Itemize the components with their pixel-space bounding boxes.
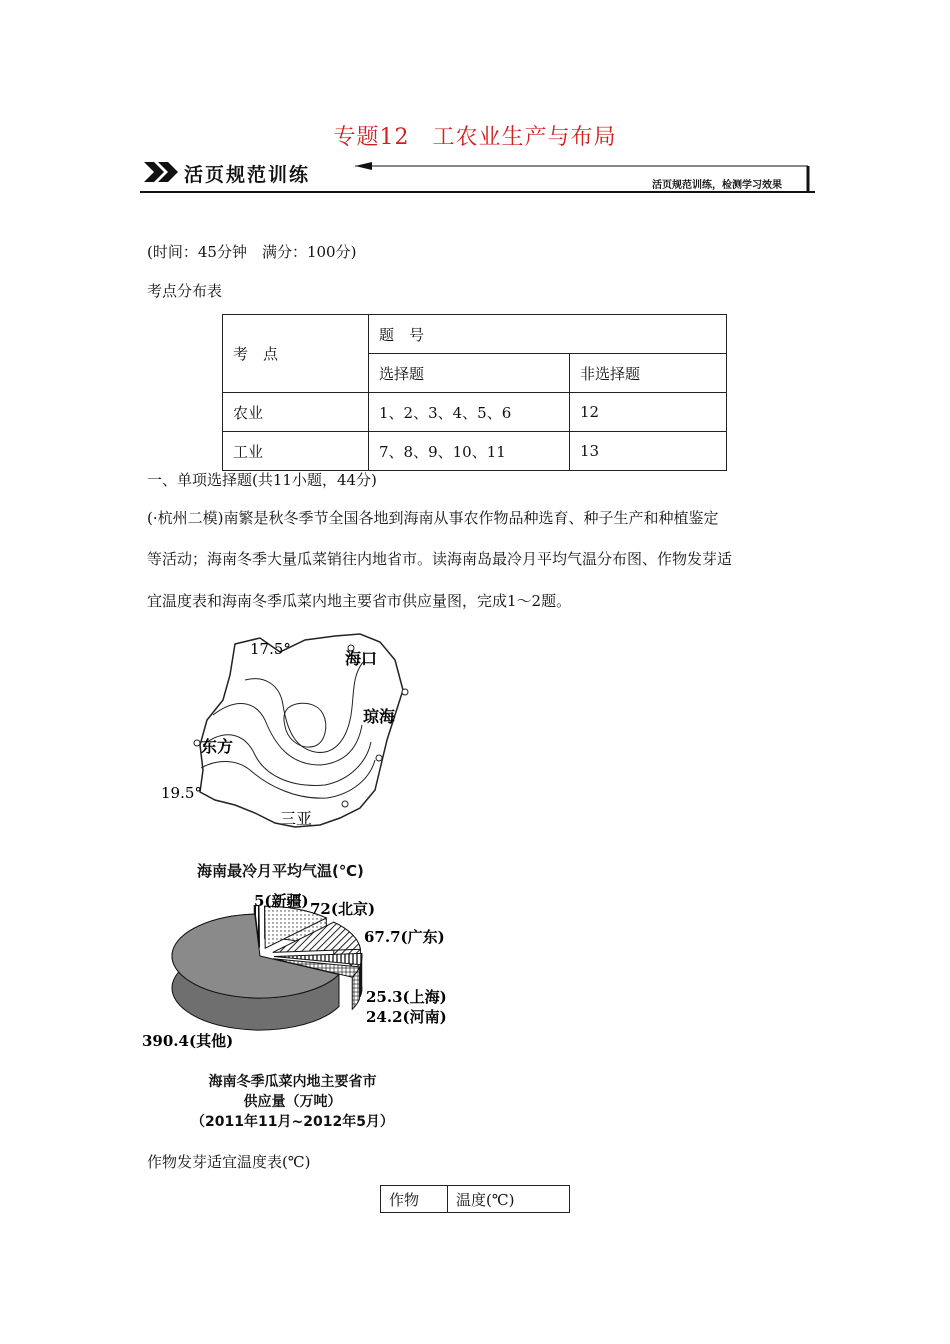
question-line-3: 宜温度表和海南冬季瓜菜内地主要省市供应量图，完成1～2题。 — [147, 592, 572, 610]
row-topic: 工业 — [223, 432, 369, 471]
header-nonchoice: 非选择题 — [570, 354, 727, 393]
table-row — [223, 432, 727, 471]
city-dongfang: 东方 — [201, 737, 234, 756]
isotherm-label-175: 17.5° — [250, 640, 291, 658]
table-caption: 考点分布表 — [147, 282, 223, 300]
pie-caption-line1: 海南冬季瓜菜内地主要省市 — [208, 1074, 377, 1090]
row-choice: 1、2、3、4、5、6 — [369, 393, 570, 432]
header-choice: 选择题 — [369, 354, 570, 393]
banner-label: 活页规范训练 — [184, 164, 311, 186]
city-qionghai: 琼海 — [363, 707, 396, 726]
header-kaodian: 考 点 — [223, 315, 369, 393]
supply-pie-chart — [140, 886, 460, 1066]
header-temperature: 温度(℃) — [448, 1186, 570, 1213]
slice-label-other: 390.4(其他) — [142, 1032, 234, 1050]
row-choice: 7、8、9、10、11 — [369, 432, 570, 471]
slice-label-xinjiang: 5(新疆) — [254, 892, 309, 910]
question-line-2: 等活动；海南冬季大量瓜菜销往内地省市。读海南岛最冷月平均气温分布图、作物发芽适 — [147, 550, 733, 568]
page-title: 专题12 工农业生产与布局 — [333, 125, 617, 150]
header-crop: 作物 — [381, 1186, 448, 1213]
crop-temperature-table — [380, 1185, 570, 1213]
double-chevron-icon — [144, 162, 178, 182]
table-row — [223, 393, 727, 432]
crop-table-caption: 作物发芽适宜温度表(℃) — [147, 1153, 311, 1171]
slice-label-beijing: 72(北京) — [310, 900, 376, 918]
isotherm-label-195: 19.5° — [161, 784, 202, 802]
time-info: (时间：45分钟 满分：100分) — [147, 243, 357, 261]
pie-caption-line2: 供应量（万吨） — [243, 1094, 342, 1110]
map-caption: 海南最冷月平均气温(℃) — [197, 862, 364, 880]
arrow-left-icon — [355, 162, 372, 170]
question-line-1: (·杭州二模)南繁是秋冬季节全国各地到海南从事农作物品种选育、种子生产和种植鉴定 — [147, 509, 719, 527]
exam-distribution-table — [222, 314, 727, 471]
header-tihao: 题 号 — [369, 315, 727, 354]
banner-subtitle: 活页规范训练，检测学习效果 — [652, 180, 782, 191]
pie-caption — [180, 1072, 405, 1132]
slice-label-guangdong: 67.7(广东) — [364, 928, 445, 946]
row-nonchoice: 12 — [570, 393, 727, 432]
row-topic: 农业 — [223, 393, 369, 432]
pie-caption-line3: （2011年11月~2012年5月） — [191, 1114, 394, 1130]
section-heading: 一、单项选择题(共11小题，44分) — [147, 471, 377, 489]
hainan-isotherm-map — [155, 630, 445, 860]
city-haikou: 海口 — [345, 649, 378, 668]
slice-label-shanghai: 25.3(上海) — [366, 988, 447, 1006]
slice-label-henan: 24.2(河南) — [366, 1008, 447, 1026]
city-sanya: 三亚 — [280, 809, 313, 828]
row-nonchoice: 13 — [570, 432, 727, 471]
